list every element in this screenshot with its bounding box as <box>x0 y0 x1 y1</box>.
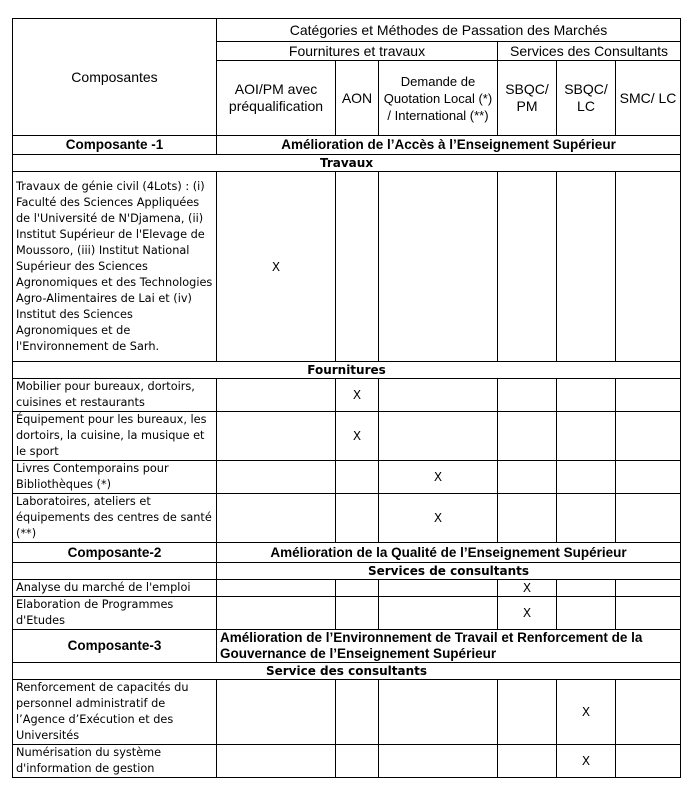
mark-sbqc-pm <box>498 745 557 778</box>
section-row <box>13 155 681 172</box>
mark-sbqc-lc <box>557 580 616 597</box>
mark-smc-lc <box>616 580 681 597</box>
section-spacer <box>13 563 217 580</box>
mark-dq <box>379 379 498 412</box>
mark-aon <box>336 745 379 778</box>
mark-sbqc-pm <box>498 494 557 543</box>
section-fournitures: Fournitures <box>13 362 681 379</box>
mark-aoi <box>217 494 336 543</box>
mark-smc-lc <box>616 745 681 778</box>
mark-aoi <box>217 412 336 461</box>
mark-aon: X <box>336 379 379 412</box>
header-services-consultants: Services des Consultants <box>498 42 681 61</box>
mark-aon <box>336 172 379 362</box>
mark-aoi <box>217 745 336 778</box>
composante-2-title: Amélioration de la Qualité de l’Enseignement Supérieur <box>217 543 681 563</box>
mark-smc-lc <box>616 461 681 494</box>
mark-sbqc-pm <box>498 680 557 745</box>
mark-aoi <box>217 680 336 745</box>
mark-aoi <box>217 461 336 494</box>
header-row-1 <box>13 19 681 42</box>
table-row <box>13 580 681 597</box>
header-method-demande-quotation: Demande de Quotation Local (*) / International (**) <box>379 61 498 136</box>
mark-aon <box>336 494 379 543</box>
mark-sbqc-lc <box>557 597 616 630</box>
mark-dq <box>379 412 498 461</box>
header-fournitures-travaux: Fournitures et travaux <box>217 42 498 61</box>
header-method-aoi: AOI/PM avec préqualification <box>217 61 336 136</box>
mark-smc-lc <box>616 172 681 362</box>
table-row <box>13 745 681 778</box>
mark-sbqc-pm: X <box>498 597 557 630</box>
mark-smc-lc <box>616 680 681 745</box>
mark-sbqc-pm: X <box>498 580 557 597</box>
section-row <box>13 362 681 379</box>
mark-smc-lc <box>616 379 681 412</box>
table-row <box>13 680 681 745</box>
header-categories: Catégories et Méthodes de Passation des Marchés <box>217 19 681 42</box>
mark-smc-lc <box>616 597 681 630</box>
mark-sbqc-lc: X <box>557 745 616 778</box>
mark-sbqc-lc <box>557 412 616 461</box>
header-method-sbqc-pm: SBQC/ PM <box>498 61 557 136</box>
mark-sbqc-lc: X <box>557 680 616 745</box>
mark-dq: X <box>379 461 498 494</box>
composante-2-name: Composante-2 <box>13 543 217 563</box>
item-label: Numérisation du système d'information de gestion <box>13 745 217 778</box>
item-label: Laboratoires, ateliers et équipements des centres de santé (**) <box>13 494 217 543</box>
header-composantes: Composantes <box>13 19 217 136</box>
procurement-table <box>12 18 681 778</box>
mark-dq <box>379 580 498 597</box>
mark-aoi <box>217 580 336 597</box>
composante-3-name: Composante-3 <box>13 630 217 663</box>
mark-sbqc-pm <box>498 461 557 494</box>
composante-1-row <box>13 136 681 155</box>
table-row <box>13 172 681 362</box>
composante-3-row <box>13 630 681 663</box>
mark-sbqc-pm <box>498 412 557 461</box>
table-row <box>13 461 681 494</box>
mark-sbqc-lc <box>557 172 616 362</box>
table-row <box>13 597 681 630</box>
section-row <box>13 563 681 580</box>
item-label: Équipement pour les bureaux, les dortoirs, la cuisine, la musique et le sport <box>13 412 217 461</box>
mark-aoi: X <box>217 172 336 362</box>
mark-dq <box>379 597 498 630</box>
section-services-de-consultants: Services de consultants <box>217 563 681 580</box>
mark-smc-lc <box>616 494 681 543</box>
mark-aon <box>336 580 379 597</box>
item-label: Travaux de génie civil (4Lots) : (i) Faculté des Sciences Appliquées de l'Université de N'Djamena, (ii) Institut Supérieur de l'Elevage de Moussoro, (iii) Institut National Supérieur des Sciences Agronomiques et des Technologies Agro-Alimentaires de Lai et (iv) Institut des Sciences Agronomiques et de l'Environnement de Sarh. <box>13 172 217 362</box>
composante-3-title: Amélioration de l’Environnement de Travail et Renforcement de la Gouvernance de l’Enseignement Supérieur <box>217 630 681 663</box>
table-row <box>13 412 681 461</box>
composante-1-title: Amélioration de l’Accès à l’Enseignement Supérieur <box>217 136 681 155</box>
header-method-sbqc-lc: SBQC/ LC <box>557 61 616 136</box>
section-service-des-consultants: Service des consultants <box>13 663 681 680</box>
item-label: Analyse du marché de l'emploi <box>13 580 217 597</box>
section-travaux: Travaux <box>13 155 681 172</box>
mark-smc-lc <box>616 412 681 461</box>
mark-sbqc-lc <box>557 494 616 543</box>
table-row <box>13 379 681 412</box>
mark-aon <box>336 680 379 745</box>
composante-1-name: Composante -1 <box>13 136 217 155</box>
mark-sbqc-pm <box>498 172 557 362</box>
mark-dq <box>379 680 498 745</box>
mark-aon: X <box>336 412 379 461</box>
composante-2-row <box>13 543 681 563</box>
mark-dq <box>379 745 498 778</box>
mark-dq <box>379 172 498 362</box>
mark-aoi <box>217 597 336 630</box>
header-method-aon: AON <box>336 61 379 136</box>
item-label: Livres Contemporains pour Bibliothèques (*) <box>13 461 217 494</box>
mark-aon <box>336 597 379 630</box>
section-row <box>13 663 681 680</box>
item-label: Mobilier pour bureaux, dortoirs, cuisines et restaurants <box>13 379 217 412</box>
mark-aon <box>336 461 379 494</box>
mark-sbqc-lc <box>557 379 616 412</box>
mark-dq: X <box>379 494 498 543</box>
mark-sbqc-pm <box>498 379 557 412</box>
header-method-smc-lc: SMC/ LC <box>616 61 681 136</box>
item-label: Renforcement de capacités du personnel administratif de l’Agence d’Exécution et des Universités <box>13 680 217 745</box>
mark-sbqc-lc <box>557 461 616 494</box>
procurement-document <box>12 18 680 778</box>
table-row <box>13 494 681 543</box>
item-label: Elaboration de Programmes d'Etudes <box>13 597 217 630</box>
mark-aoi <box>217 379 336 412</box>
